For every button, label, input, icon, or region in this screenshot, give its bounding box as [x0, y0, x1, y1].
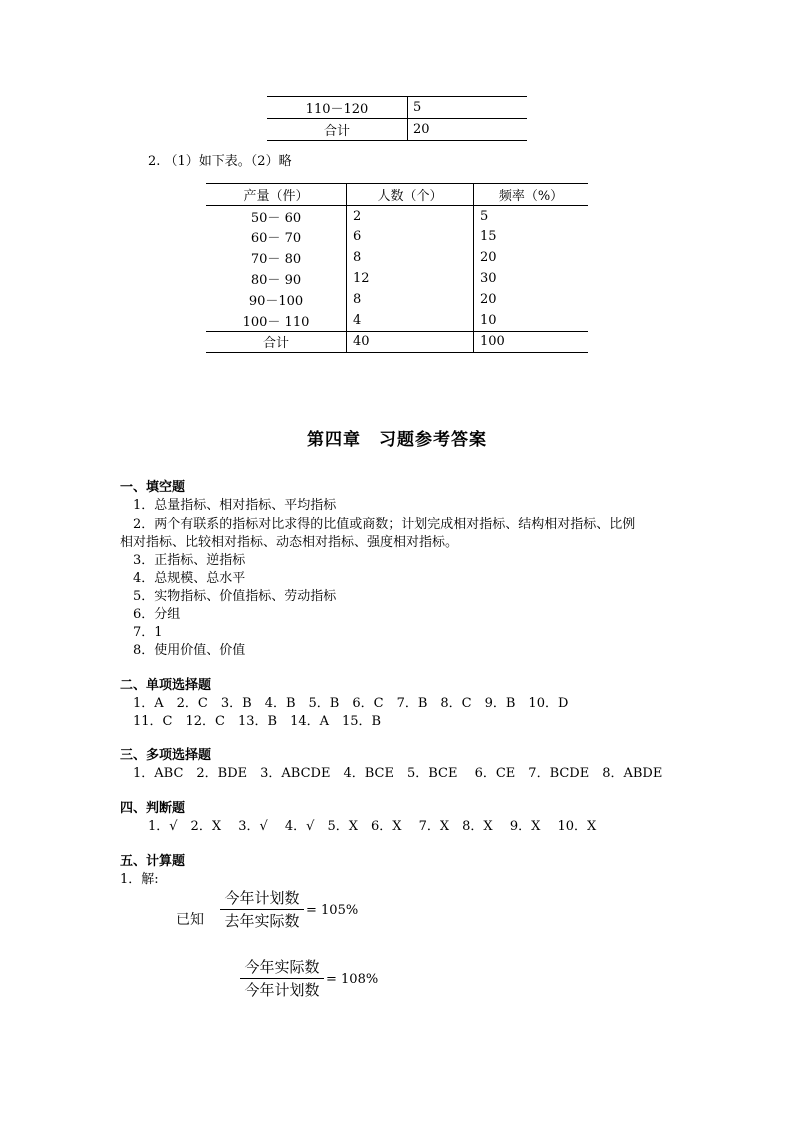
table-cell: 合计 [206, 331, 347, 353]
frequency-table [206, 183, 588, 353]
answer-line: 1．A 2．C 3．B 4．B 5．B 6．C 7．B 8．C 9．B 10．D [133, 696, 569, 711]
fraction-1 [220, 888, 304, 931]
table-cell: 110－120 [267, 97, 408, 119]
section-heading-single: 二、单项选择题 [120, 678, 212, 693]
table-cell: 4 [347, 310, 474, 331]
section-heading-judge: 四、判断题 [120, 801, 186, 816]
column-header: 产量（件） [206, 184, 347, 206]
fraction-2 [240, 957, 324, 1000]
fraction-2-value: = 108% [326, 972, 379, 987]
section-heading-multi: 三、多项选择题 [120, 748, 212, 763]
table-cell: 10 [480, 312, 497, 328]
column-header: 人数（个） [347, 184, 474, 206]
question-2-intro: 2. （1）如下表。（2）略 [148, 154, 292, 169]
table-row [267, 97, 527, 119]
table-cell: 15 [480, 229, 497, 245]
table-cell: 8 [347, 247, 474, 268]
table-cell: 50－ 60 [206, 205, 347, 226]
table-continuation [267, 96, 527, 141]
answer-line: 3．正指标、逆指标 [133, 553, 246, 568]
table-cell: 70－ 80 [206, 247, 347, 268]
answer-line: 7．1 [133, 625, 163, 640]
table-header-row [206, 184, 588, 206]
table-cell: 90－100 [206, 289, 347, 310]
fraction-numerator: 今年实际数 [244, 958, 320, 976]
table-cell: 2 [347, 205, 474, 226]
table-row [267, 119, 527, 141]
table-row [206, 227, 588, 248]
answer-line: 11．C 12．C 13．B 14．A 15．B [133, 714, 382, 729]
table-cell: 12 [347, 268, 474, 289]
section-heading-fill: 一、填空题 [120, 480, 186, 495]
fraction-denominator: 去年实际数 [224, 912, 300, 930]
table-row [206, 247, 588, 268]
fraction-bar [240, 978, 324, 979]
fraction-denominator: 今年计划数 [244, 981, 320, 999]
answer-line: 1．√ 2．X 3．√ 4．√ 5．X 6．X 7．X 8．X 9．X 10．X [148, 819, 597, 834]
answer-line: 5．实物指标、价值指标、劳动指标 [133, 589, 337, 604]
table-cell: 20 [408, 119, 528, 141]
table-cell: 60－ 70 [206, 227, 347, 248]
table-cell: 40 [347, 331, 474, 353]
table-cell: 100 [474, 331, 589, 353]
table-total-row [206, 331, 588, 353]
answer-line: 2．两个有联系的指标对比求得的比值或商数；计划完成相对指标、结构相对指标、比例 [133, 517, 636, 532]
answer-line: 1．总量指标、相对指标、平均指标 [133, 498, 337, 513]
table-row [206, 205, 588, 226]
table-cell: 20 [480, 250, 497, 266]
answer-line: 6．分组 [133, 607, 181, 622]
table-cell: 5 [408, 97, 528, 119]
fraction-bar [220, 909, 304, 910]
answer-line: 1．ABC 2．BDE 3．ABCDE 4．BCE 5．BCE 6．CE 7．BCDE 8．ABDE [133, 766, 663, 781]
table-row [206, 289, 588, 310]
table-cell: 合计 [267, 119, 408, 141]
given-label: 已知 [176, 912, 204, 928]
answer-line: 4．总规模、总水平 [133, 571, 246, 586]
table-cell: 6 [347, 227, 474, 248]
solution-label: 1．解: [120, 872, 159, 887]
table-row [206, 268, 588, 289]
table-cell: 30 [480, 271, 497, 287]
answer-line: 相对指标、比较相对指标、动态相对指标、强度相对指标。 [120, 535, 459, 550]
chapter-title: 第四章 习题参考答案 [307, 430, 487, 450]
table-cell: 20 [480, 291, 497, 307]
table-cell: 100－ 110 [206, 310, 347, 331]
section-heading-calc: 五、计算题 [120, 854, 186, 869]
fraction-1-value: = 105% [306, 903, 359, 918]
table-cell: 5 [480, 208, 489, 224]
table-row [206, 310, 588, 331]
table-cell: 80－ 90 [206, 268, 347, 289]
table-cell: 8 [347, 289, 474, 310]
fraction-numerator: 今年计划数 [224, 889, 300, 907]
answer-line: 8．使用价值、价值 [133, 643, 246, 658]
column-header: 频率（%） [474, 184, 589, 206]
